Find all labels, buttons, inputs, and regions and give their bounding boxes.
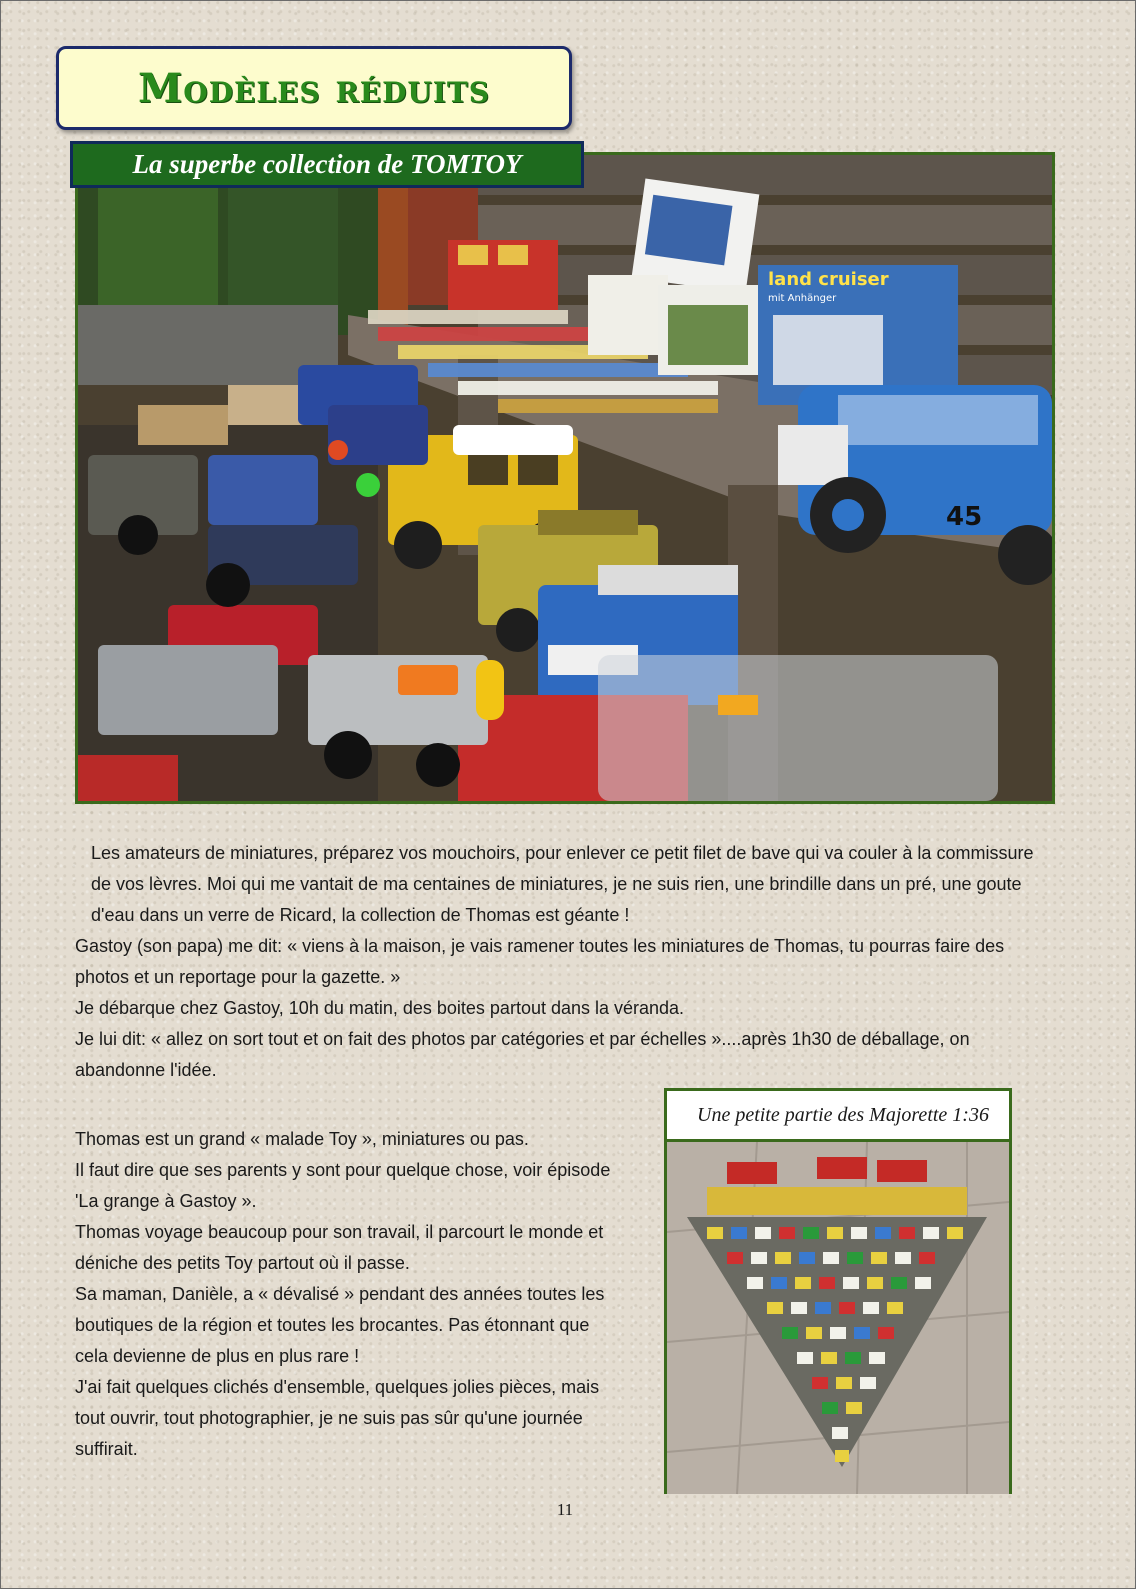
article-paragraph-2 — [75, 1124, 615, 1465]
section-header — [56, 46, 572, 130]
main-photo — [75, 152, 1055, 804]
truck-number: 45 — [946, 502, 983, 532]
side-photo-box — [664, 1088, 1012, 1494]
article-text-3: Je débarque chez Gastoy, 10h du matin, des boites partout dans la véranda. — [75, 998, 685, 1018]
main-photo-caption-text: La superbe collection de TOMTOY — [132, 149, 522, 179]
page-number: 11 — [556, 1500, 574, 1519]
majorette-photo — [667, 1142, 1009, 1494]
article-text-6: Il faut dire que ses parents y sont pour quelque chose, voir épisode 'La grange à Gastoy ». — [75, 1160, 611, 1211]
article-text-5: Thomas est un grand « malade Toy », miniatures ou pas. — [75, 1129, 529, 1149]
article-text-2: Gastoy (son papa) me dit: « viens à la maison, je vais ramener toutes les miniatures de Thomas, tu pourras faire des photos et un reportage pour la gazette. » — [75, 936, 1005, 987]
collection-photo — [78, 155, 1052, 801]
box-label: land cruiser — [768, 269, 889, 290]
article-text-4: Je lui dit: « allez on sort tout et on fait des photos par catégories et par échelles »....après 1h30 de déballage, on abandonne l'idée. — [75, 1029, 970, 1080]
side-photo-caption: Une petite partie des Majorette 1:36 — [667, 1091, 1009, 1142]
article-text-9: J'ai fait quelques clichés d'ensemble, quelques jolies pièces, mais tout ouvrir, tout photographier, je ne suis pas sûr qu'une journée suffirait. — [75, 1377, 600, 1459]
section-title: Modèles réduits — [138, 64, 490, 112]
article-text-7: Thomas voyage beaucoup pour son travail, il parcourt le monde et déniche des petits Toy partout où il passe. — [75, 1222, 604, 1273]
main-photo-caption — [70, 141, 584, 188]
article-text-8: Sa maman, Danièle, a « dévalisé » pendant des années toutes les boutiques de la région et toutes les brocantes. Pas étonnant que cela devienne de plus en plus rare ! — [75, 1284, 605, 1366]
article-text-1: Les amateurs de miniatures, préparez vos mouchoirs, pour enlever ce petit filet de bave qui va couler à la commissure de vos lèvres. Moi qui me vantait de ma centaines de miniatures, je ne suis rien, une brindille dans un pré, une goute d'eau dans un verre de Ricard, la collection de Thomas est géante ! — [91, 843, 1034, 925]
article-paragraph-1 — [75, 838, 1055, 1086]
box-sublabel: mit Anhänger — [768, 293, 837, 304]
